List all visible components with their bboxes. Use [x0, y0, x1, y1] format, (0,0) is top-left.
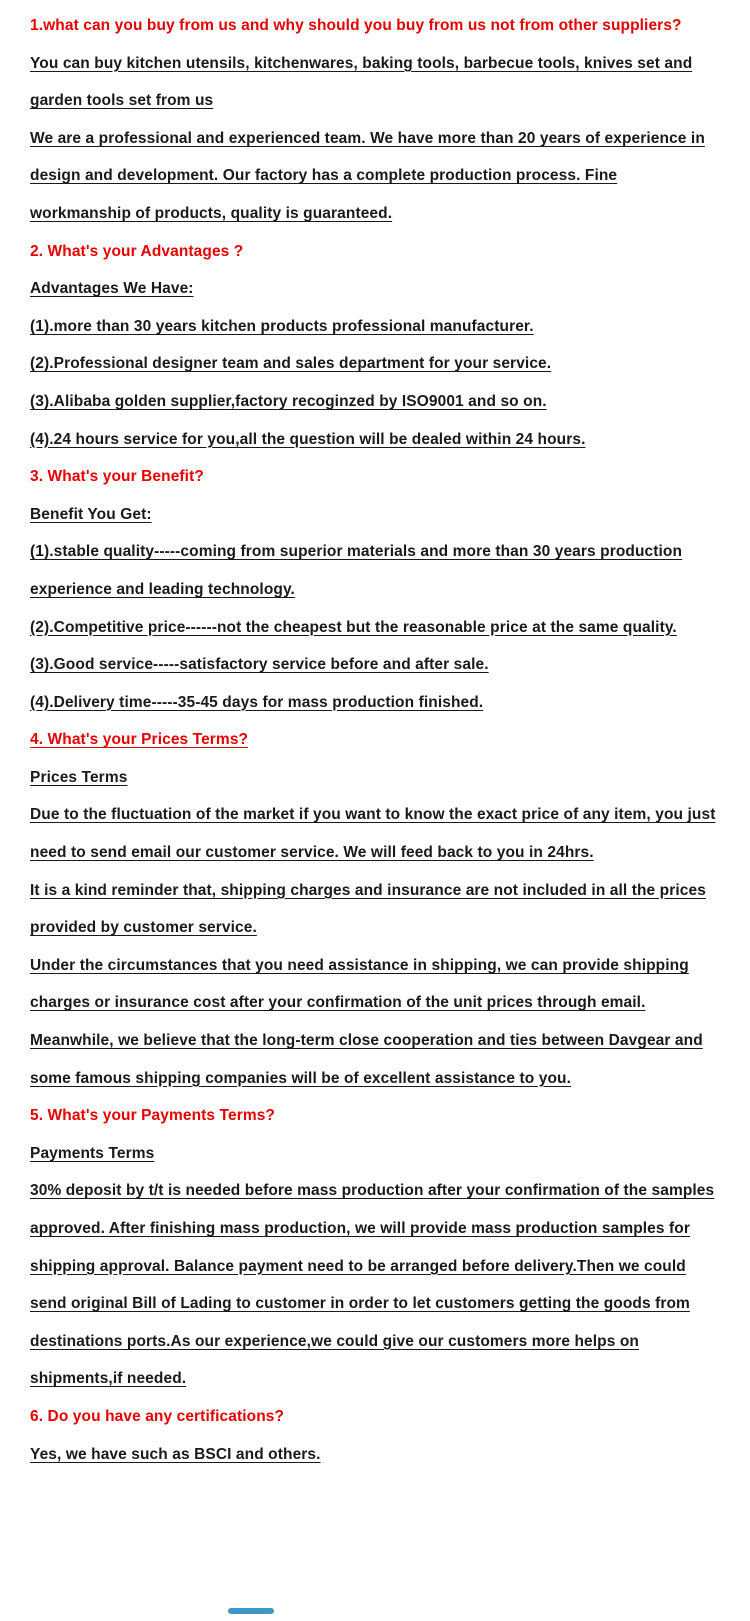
- faq-answer: Meanwhile, we believe that the long-term close cooperation and ties between Davgear and some famous shipping companies will be of excellent assistance to you.: [30, 1032, 703, 1087]
- faq-answer: 30% deposit by t/t is needed before mass production after your confirmation of the samples approved. After finishing mass production, we will provide mass production samples for shipping approval. Balance payment need to be arranged before delivery.Then we could send original Bill of Lading to customer in order to let customers getting the goods from destinations ports.As our experience,we could give our customers more helps on shipments,if needed.: [30, 1182, 715, 1388]
- faq-answer: (1).stable quality-----coming from superior materials and more than 30 years production experience and leading technology.: [30, 543, 683, 598]
- faq-question: 3. What's your Benefit?: [30, 468, 204, 486]
- faq-answer: Due to the fluctuation of the market if you want to know the exact price of any item, you just need to send email our customer service. We will feed back to you in 24hrs.: [30, 806, 716, 862]
- faq-answer: (1).more than 30 years kitchen products professional manufacturer.: [30, 317, 534, 335]
- faq-question: 1.what can you buy from us and why should you buy from us not from other suppliers?: [30, 17, 682, 34]
- faq-answer: Benefit You Get:: [30, 505, 152, 523]
- faq-answer: Under the circumstances that you need assistance in shipping, we can provide shipping charges or insurance cost after your confirmation of the unit prices through email.: [30, 956, 689, 1012]
- faq-answer: Yes, we have such as BSCI and others.: [30, 1445, 321, 1463]
- next-image-fragment: [228, 1608, 274, 1614]
- faq-answer: Advantages We Have:: [30, 280, 194, 298]
- faq-answer: (3).Alibaba golden supplier,factory recoginzed by ISO9001 and so on.: [30, 392, 547, 410]
- faq-question: 2. What's your Advantages ?: [30, 242, 244, 260]
- faq-answer: (2).Competitive price------not the cheapest but the reasonable price at the same quality.: [30, 618, 677, 636]
- faq-question: 5. What's your Payments Terms?: [30, 1107, 275, 1125]
- faq-question: 6. Do you have any certifications?: [30, 1407, 285, 1425]
- faq-answer: Payments Terms: [30, 1144, 155, 1162]
- faq-answer: You can buy kitchen utensils, kitchenwares, baking tools, barbecue tools, knives set and garden tools set from us: [30, 54, 693, 110]
- faq-answer: (2).Professional designer team and sales department for your service.: [30, 355, 552, 373]
- faq-answer: We are a professional and experienced team. We have more than 20 years of experience in design and development. Our factory has a complete production process. Fine workmanship of products, quality is guaranteed.: [30, 129, 705, 222]
- faq-answer: Prices Terms: [30, 768, 128, 786]
- faq-answer: It is a kind reminder that, shipping charges and insurance are not included in all the prices provided by customer service.: [30, 881, 706, 937]
- faq-question: 4. What's your Prices Terms?: [30, 731, 249, 749]
- faq-answer: (3).Good service-----satisfactory service before and after sale.: [30, 656, 489, 674]
- faq-answer: (4).24 hours service for you,all the question will be dealed within 24 hours.: [30, 430, 586, 448]
- faq-answer: (4).Delivery time-----35-45 days for mass production finished.: [30, 693, 484, 711]
